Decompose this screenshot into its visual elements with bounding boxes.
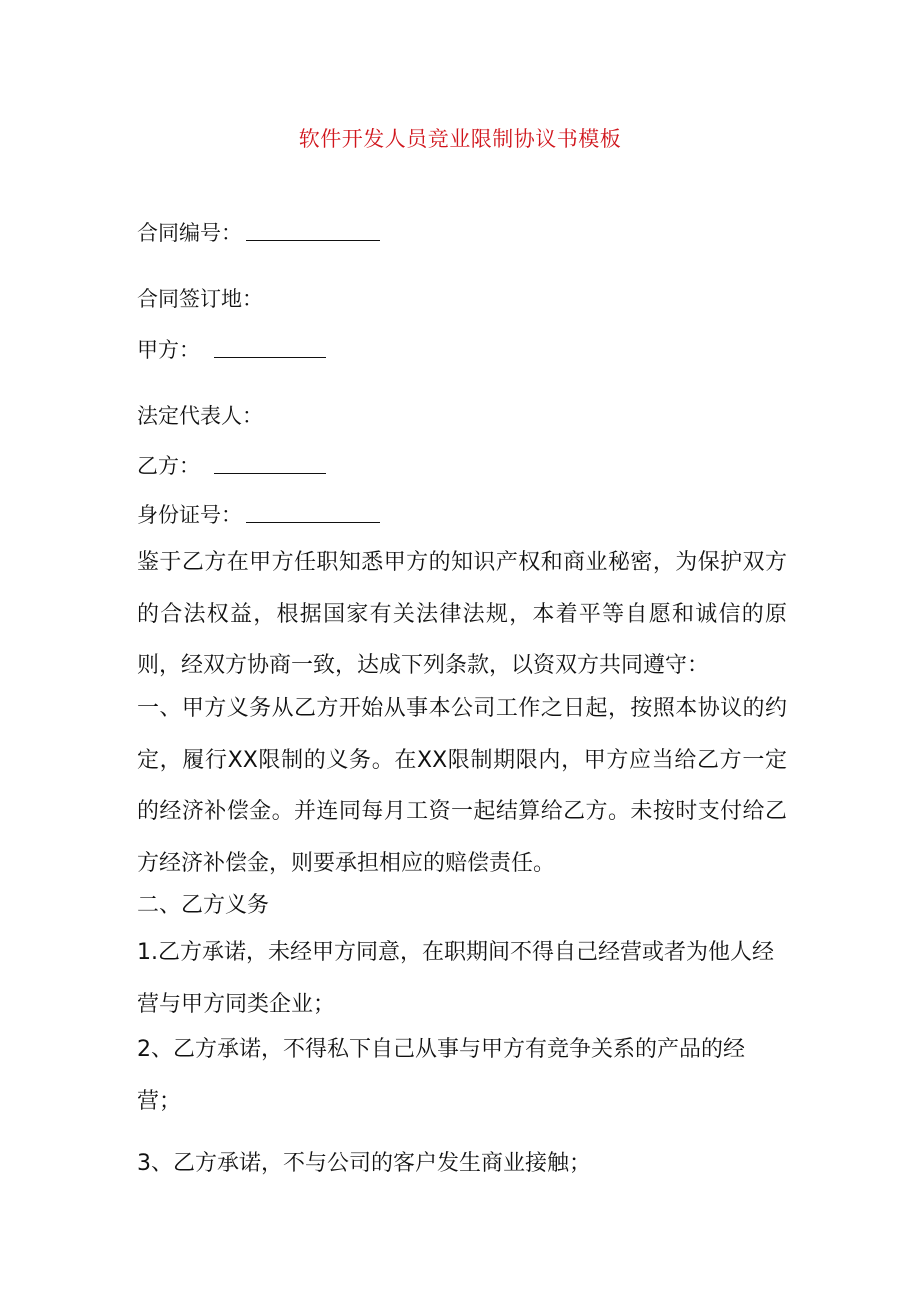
clause-2-item-2: 2、乙方承诺，不得私下自己从事与甲方有竞争关系的产品的经营； [137, 1037, 745, 1114]
party-b-blank [214, 453, 326, 474]
clause-2-item-3: 3、乙方承诺，不与公司的客户发生商业接触； [137, 1151, 591, 1176]
id-number-row [137, 498, 380, 532]
party-a-row [137, 333, 326, 367]
legal-rep-label: 法定代表人： [137, 404, 263, 428]
preamble-paragraph: 鉴于乙方在甲方任职知悉甲方的知识产权和商业秘密，为保护双方的合法权益，根据国家有关法律法规，本着平等自愿和诚信的原则，经双方协商一致，达成下列条款，以资双方共同遵守： [137, 550, 787, 678]
sign-place-row [137, 282, 263, 316]
party-b-label: 乙方： [137, 454, 200, 478]
id-number-blank [246, 502, 380, 523]
party-a-label: 甲方： [137, 338, 200, 362]
clause-2-item-1: 1.乙方承诺，未经甲方同意，在职期间不得自己经营或者为他人经营与甲方同类企业； [137, 940, 774, 1017]
contract-number-blank [246, 220, 380, 241]
sign-place-label: 合同签订地： [137, 287, 263, 311]
party-b-row [137, 449, 326, 483]
party-a-blank [214, 337, 326, 358]
document-title: 软件开发人员竞业限制协议书模板 [298, 127, 622, 151]
clause-1-paragraph: 一、甲方义务从乙方开始从事本公司工作之日起，按照本协议的约定，履行XX限制的义务。在XX限制期限内，甲方应当给乙方一定的经济补偿金。并连同每月工资一起结算给乙方。未按时支付给乙方经济补偿金，则要承担相应的赔偿责任。 [137, 696, 787, 876]
clause-2-heading: 二、乙方义务 [137, 893, 270, 918]
contract-number-row [137, 216, 380, 250]
legal-rep-row [137, 399, 263, 433]
id-number-label: 身份证号： [137, 503, 242, 527]
contract-number-label: 合同编号： [137, 221, 242, 245]
